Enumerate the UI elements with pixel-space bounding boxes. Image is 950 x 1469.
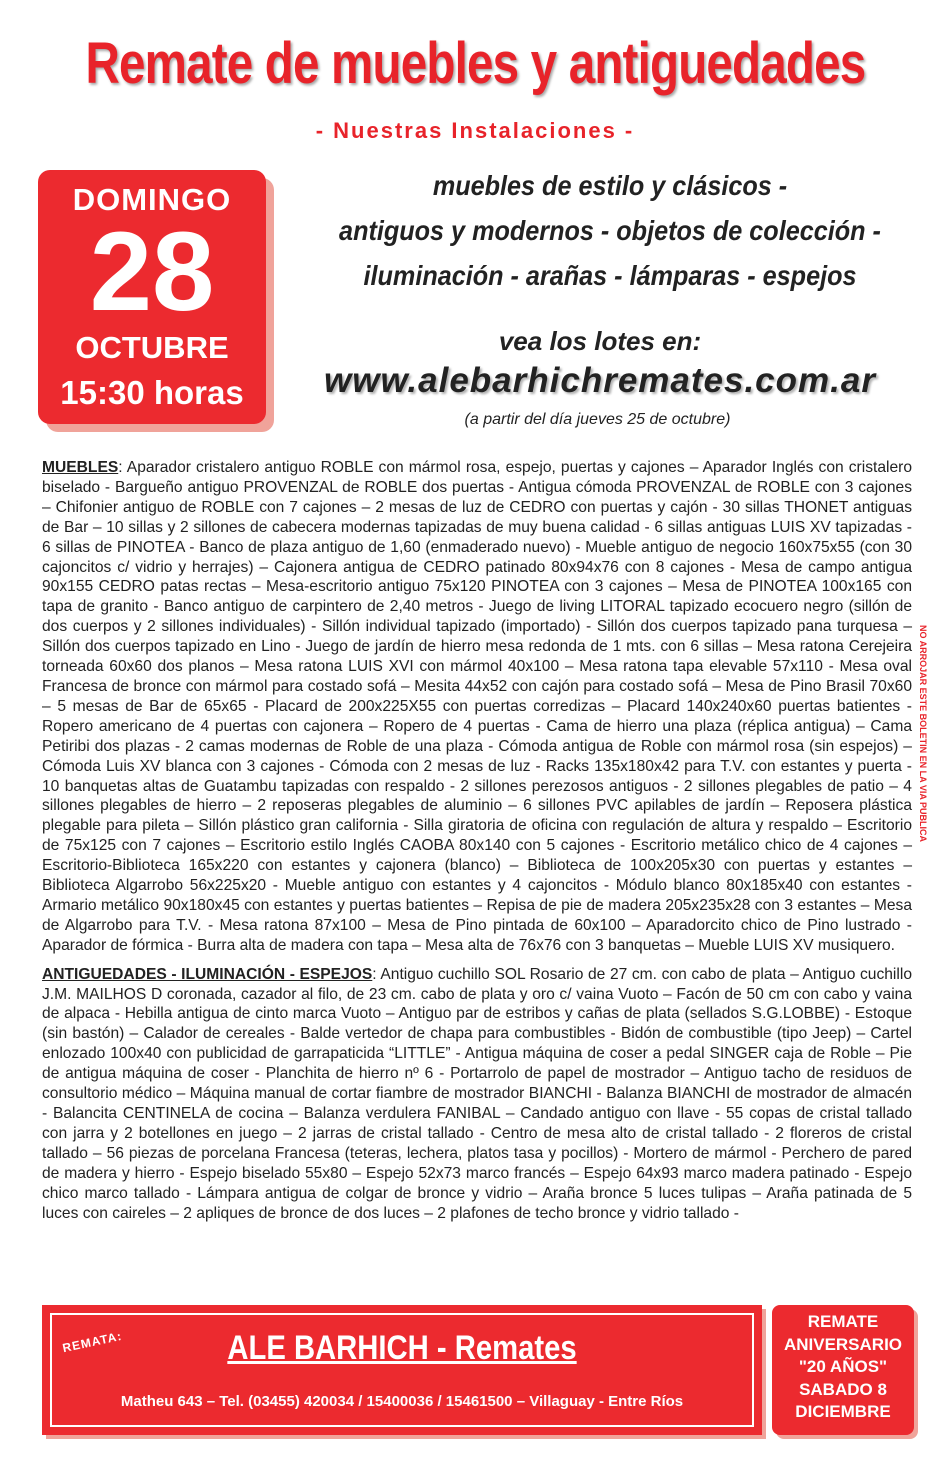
lots-description xyxy=(42,458,912,1232)
feature-line: muebles de estilo y clásicos - xyxy=(432,170,788,201)
date-month: OCTUBRE xyxy=(75,330,229,365)
anniversary-line: "20 AÑOS" xyxy=(798,1357,888,1376)
page-title: Remate de muebles y antiguedades xyxy=(85,31,866,96)
section-furniture xyxy=(42,458,912,956)
remata-label: REMATA: xyxy=(61,1328,124,1356)
section-text: : Antiguo cuchillo SOL Rosario de 27 cm. con cabo de plata – Antiguo cuchillo J.M. MAILHOS D coronada, cazador al filo, de 23 cm. cabo de plata y oro c/ vaina Vuoto – Facón de 50 cm con cabo y vaina de alpaca - Hebilla antigua de cinto marca Vuoto – Antiguo par de estribos y cañas de plata (sellados S.G.LOBBE) - Estoque (sin bastón) – Calador de cereales - Balde vertedor de chapa para combustibles - Bidón de combustible (tipo Jeep) – Cartel enlozado 100x40 con publicidad de garrapaticida “LITTLE” - Antigua máquina de coser a pedal SINGER caja de Roble – Pie de antigua máquina de coser - Planchita de hierro nº 6 - Portarrolo de papel de mostrador – Antiguo tacho de residuos de consultorio médico – Máquina manual de cortar fiambre de mostrador BIANCHI - Balanza BIANCHI de mostrador de almacén - Balancita CENTINELA de cocina – Balanza verdulera FANIBAL – Candado antiguo con llave - 55 copas de cristal tallado con jarra y 2 botellones en juego – 2 jarras de cristal tallado - Centro de mesa alto de cristal tallado - 2 floreros de cristal tallado – 56 piezas de porcelana Francesa (teteras, lechera, platos tasa y pocillos) - Mortero de mármol - Perchero de pared de madera y hierro - Espejo biselado 55x80 – Espejo 52x73 marco francés – Espejo 64x93 marco madera patinado - Espejo chico marco tallado - Lámpara antigua de colgar de bronce y vidrio – Araña bronce 5 luces tulipas – Araña patinada de 5 luces con caireles – 2 apliques de bronce de dos luces – 2 plafones de techo bronce y vidrio tallado - xyxy=(42,965,912,1222)
anniversary-line: ANIVERSARIO xyxy=(783,1334,903,1354)
date-box xyxy=(38,170,266,424)
features-list xyxy=(290,163,930,298)
section-heading: MUEBLES xyxy=(42,459,119,476)
page-subtitle: - Nuestras Instalaciones - xyxy=(315,118,635,143)
company-name: ALE BARHICH - Remates xyxy=(227,1329,577,1367)
auctioneer-box xyxy=(42,1305,762,1435)
feature-line: antiguos y modernos - objetos de colección - xyxy=(339,215,881,246)
feature-line: iluminación - arañas - lámparas - espejos xyxy=(363,260,857,291)
company-address: Matheu 643 – Tel. (03455) 420034 / 15400036 / 15461500 – Villaguay - Entre Ríos xyxy=(120,1393,684,1410)
side-notice: NO ARROJAR ESTE BOLETIN EN LA VIA PUBLICA xyxy=(918,625,928,843)
lots-date-note: (a partir del día jueves 25 de octubre) xyxy=(464,411,731,428)
section-antiques xyxy=(42,965,912,1224)
date-day-number: 28 xyxy=(89,209,215,334)
section-text: : Aparador cristalero antiguo ROBLE con mármol rosa, espejo, puertas y cajones – Aparador Inglés con cristalero biselado - Bargueño antiguo PROVENZAL de ROBLE dos puertas - Antigua cómoda PROVENZAL de ROBLE con 3 cajones – Chifonier antiguo de ROBLE con 7 cajones – 2 mesas de luz de CEDRO con puertas y cajón - 30 sillas THONET antiguas de Bar – 10 sillas y 2 sillones de cabecera modernas tapizadas de muy buena calidad - 6 sillas antiguas LUIS XV tapizadas - 6 sillas de PINOTEA - Banco de plaza antiguo de 1,60 (enmaderado nuevo) - Mueble antiguo de negocio 160x75x55 (con 30 cajoncitos c/ vidrio y herrajes) – Cajonera antigua de CEDRO patinado 80x94x76 con 8 cajones - Mesa de campo antigua 90x155 CEDRO patas rectas – Mesa-escritorio antiguo 75x120 PINOTEA con 3 cajones – Mesa de PINOTEA 100x165 con tapa de granito - Banco antiguo de carpintero de 2,40 metros - Juego de living LITORAL tapizado ecocuero negro (sillón de dos cuerpos y 2 sillones individuales) - Sillón individual tapizado (importado) - Sillón dos cuerpos tapizado pana turquesa – Sillón dos cuerpos tapizado en Lino - Juego de jardín de hierro mesa redonda de 1 mts. con 6 sillas – Mesa ratona Cerejeira torneada 60x60 dos planos – Mesa ratona LUIS XVI con mármol 40x100 – Mesa ratona tapa elevable 57x110 - Mesa oval Francesa de bronce con mármol para costado sofá – Mesita 44x52 con cajón para costado sofá – Mesa de Pino Brasil 70x60 – 5 mesas de Bar de 65x65 - Placard de 200x225X55 con puertas corredizas – Placard 140x240x60 puertas batientes - Ropero americano de 4 puertas con cajonera – Ropero de 4 puertas - Cama de hierro una plaza (réplica antigua) – Cama Petiribi dos plazas - 2 camas modernas de Roble de una plaza - Cómoda antigua de Roble con mármol rosa (sin espejos) – Cómoda Luis XV blanca con 3 cajones - Cómoda con 2 mesas de luz - Racks 135x180x42 para T.V. con estantes y puerta - 10 banquetas altas de Guatambu tapizadas con respaldo - 2 sillones perezosos antiguos - 2 sillones plegables de patio – 4 sillones plegables de hierro – 2 reposeras plegables de aluminio – 6 sillones PVC apilables de jardín – Reposera plástica plegable para pileta – Sillón plástico gran california - Silla giratoria de oficina con regulación de altura y respaldo – Escritorio de 75x125 con 7 cajones – Escritorio estilo Inglés CAOBA 80x140 con 5 cajones - Escritorio metálico chico de 4 cajones – Escritorio-Biblioteca 165x220 con estantes y cajonera (blanco) – Biblioteca de 100x205x30 con puertas y estantes – Biblioteca Algarrobo 56x225x20 - Mueble antiguo con estantes y 4 cajoncitos - Módulo blanco 80x185x40 con estantes - Armario metálico 90x180x45 con estantes y puertas batientes – Repisa de pie de madera 205x235x28 con 3 estantes – Mesa de Algarrobo para T.V. - Mesa ratona 87x100 – Mesa de Pino pintada de 60x100 – Aparadorcito chico de Pino lustrado - Aparador de fórmica - Burra alta de madera con tapa – Mesa alta de 76x76 con 3 banquetas – Mueble LUIS XV musiquero. xyxy=(42,459,912,954)
website-link[interactable]: www.alebarhichremates.com.ar xyxy=(324,361,876,400)
date-time: 15:30 horas xyxy=(60,374,244,411)
anniversary-line: DICIEMBRE xyxy=(795,1402,891,1421)
date-day-of-week: DOMINGO xyxy=(72,182,232,217)
lots-intro: vea los lotes en: xyxy=(498,326,702,356)
anniversary-line: SABADO 8 xyxy=(799,1379,887,1399)
anniversary-line: REMATE xyxy=(807,1312,879,1331)
section-heading: ANTIGUEDADES - ILUMINACIÓN - ESPEJOS xyxy=(42,965,373,983)
anniversary-box xyxy=(772,1305,914,1435)
